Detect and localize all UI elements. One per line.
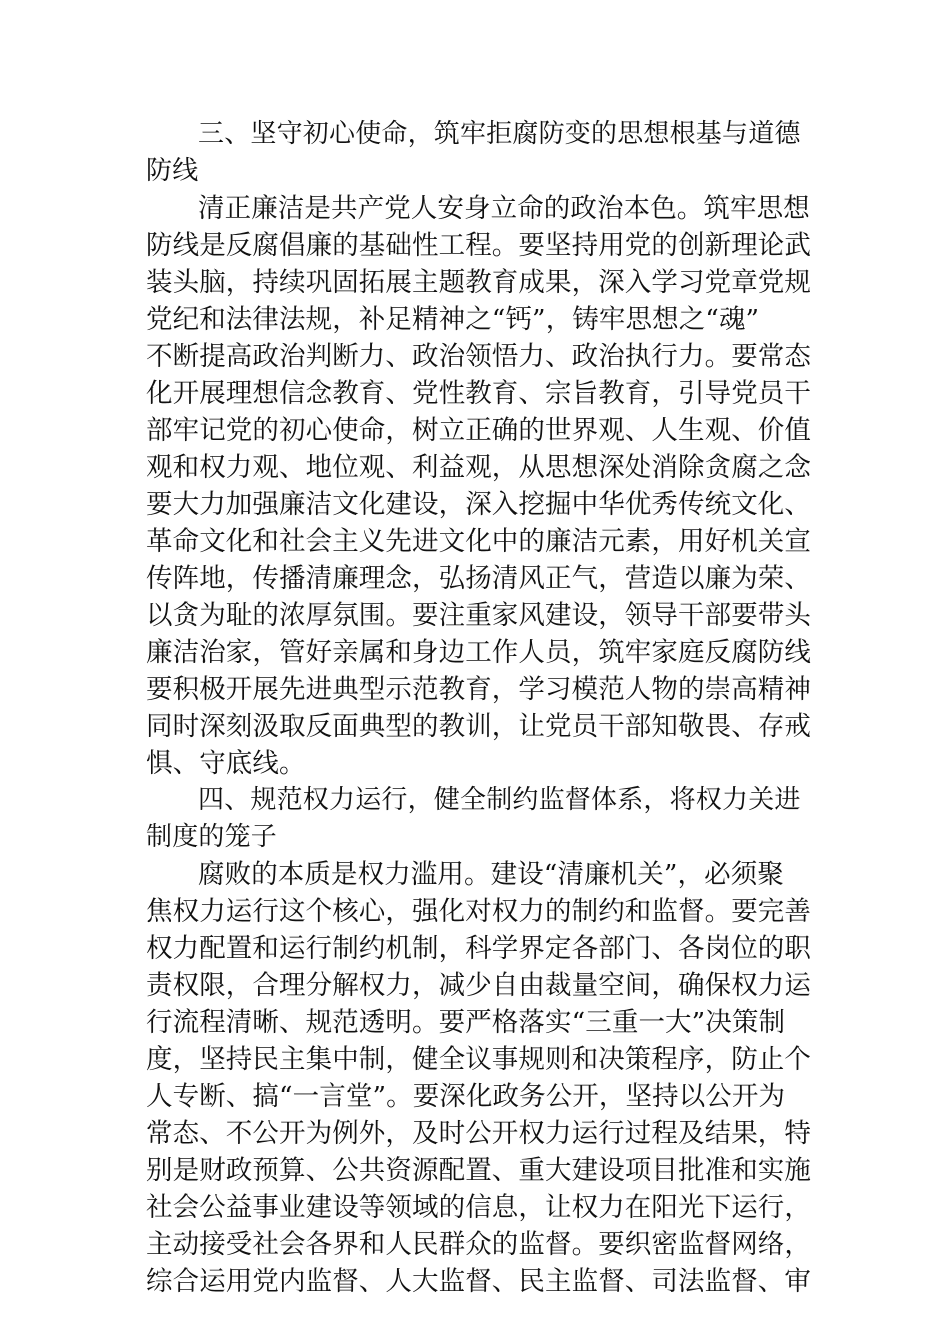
paragraph-line: 行流程清晰、规范透明。要严格落实“三重一大”决策制: [146, 1007, 786, 1038]
paragraph-line: 责权限，合理分解权力，减少自由裁量空间，确保权力运: [146, 970, 811, 1001]
paragraph-line: 革命文化和社会主义先进文化中的廉洁元素，用好机关宣: [146, 526, 811, 557]
document-page: [146, 116, 811, 1300]
paragraph-line: 要大力加强廉洁文化建设，深入挖掘中华优秀传统文化、: [146, 489, 811, 520]
paragraph-line: 部牢记党的初心使命，树立正确的世界观、人生观、价值: [146, 415, 811, 446]
paragraph-line: 综合运用党内监督、人大监督、民主监督、司法监督、审: [146, 1266, 811, 1297]
paragraph-line: 清正廉洁是共产党人安身立命的政治本色。筑牢思想: [198, 193, 810, 224]
paragraph-line: 惧、守底线。: [146, 748, 306, 779]
paragraph-line: 观和权力观、地位观、利益观，从思想深处消除贪腐之念: [146, 452, 811, 483]
paragraph-line: 人专断、搞“一言堂”。要深化政务公开，坚持以公开为: [146, 1081, 786, 1112]
paragraph-line: 装头脑，持续巩固拓展主题教育成果，深入学习党章党规: [146, 267, 811, 298]
section-4-heading: [146, 782, 806, 856]
paragraph-line: 化开展理想信念教育、党性教育、宗旨教育，引导党员干: [146, 378, 811, 409]
paragraph-line: 常态、不公开为例外，及时公开权力运行过程及结果，特: [146, 1118, 811, 1149]
heading-line: 制度的笼子: [146, 822, 278, 852]
paragraph-line: 同时深刻汲取反面典型的教训，让党员干部知敬畏、存戒: [146, 711, 811, 742]
section-3-heading: [146, 116, 806, 190]
paragraph-line: 腐败的本质是权力滥用。建设“清廉机关”，必须聚: [198, 859, 784, 890]
paragraph-line: 焦权力运行这个核心，强化对权力的制约和监督。要完善: [146, 896, 811, 927]
paragraph-line: 党纪和法律法规，补足精神之“钙”，铸牢思想之“魂”: [146, 304, 760, 335]
paragraph-line: 要积极开展先进典型示范教育，学习模范人物的崇高精神: [146, 674, 811, 705]
heading-line: 三、坚守初心使命，筑牢拒腐防变的思想根基与道德: [198, 119, 801, 149]
paragraph-line: 廉洁治家，管好亲属和身边工作人员，筑牢家庭反腐防线: [146, 637, 811, 668]
paragraph-line: 度，坚持民主集中制，健全议事规则和决策程序，防止个: [146, 1044, 811, 1075]
heading-line: 四、规范权力运行，健全制约监督体系，将权力关进: [198, 785, 801, 815]
paragraph-line: 防线是反腐倡廉的基础性工程。要坚持用党的创新理论武: [146, 230, 811, 261]
paragraph-line: 别是财政预算、公共资源配置、重大建设项目批准和实施: [146, 1155, 811, 1186]
section-4-paragraph: [146, 856, 811, 1300]
section-3-paragraph: [146, 190, 811, 782]
paragraph-line: 以贪为耻的浓厚氛围。要注重家风建设，领导干部要带头: [146, 600, 811, 631]
paragraph-line: 主动接受社会各界和人民群众的监督。要织密监督网络，: [146, 1229, 811, 1260]
paragraph-line: 传阵地，传播清廉理念，弘扬清风正气，营造以廉为荣、: [146, 563, 811, 594]
paragraph-line: 社会公益事业建设等领域的信息，让权力在阳光下运行，: [146, 1192, 811, 1223]
paragraph-line: 权力配置和运行制约机制，科学界定各部门、各岗位的职: [146, 933, 811, 964]
paragraph-line: 不断提高政治判断力、政治领悟力、政治执行力。要常态: [146, 341, 811, 372]
heading-line: 防线: [146, 156, 199, 186]
